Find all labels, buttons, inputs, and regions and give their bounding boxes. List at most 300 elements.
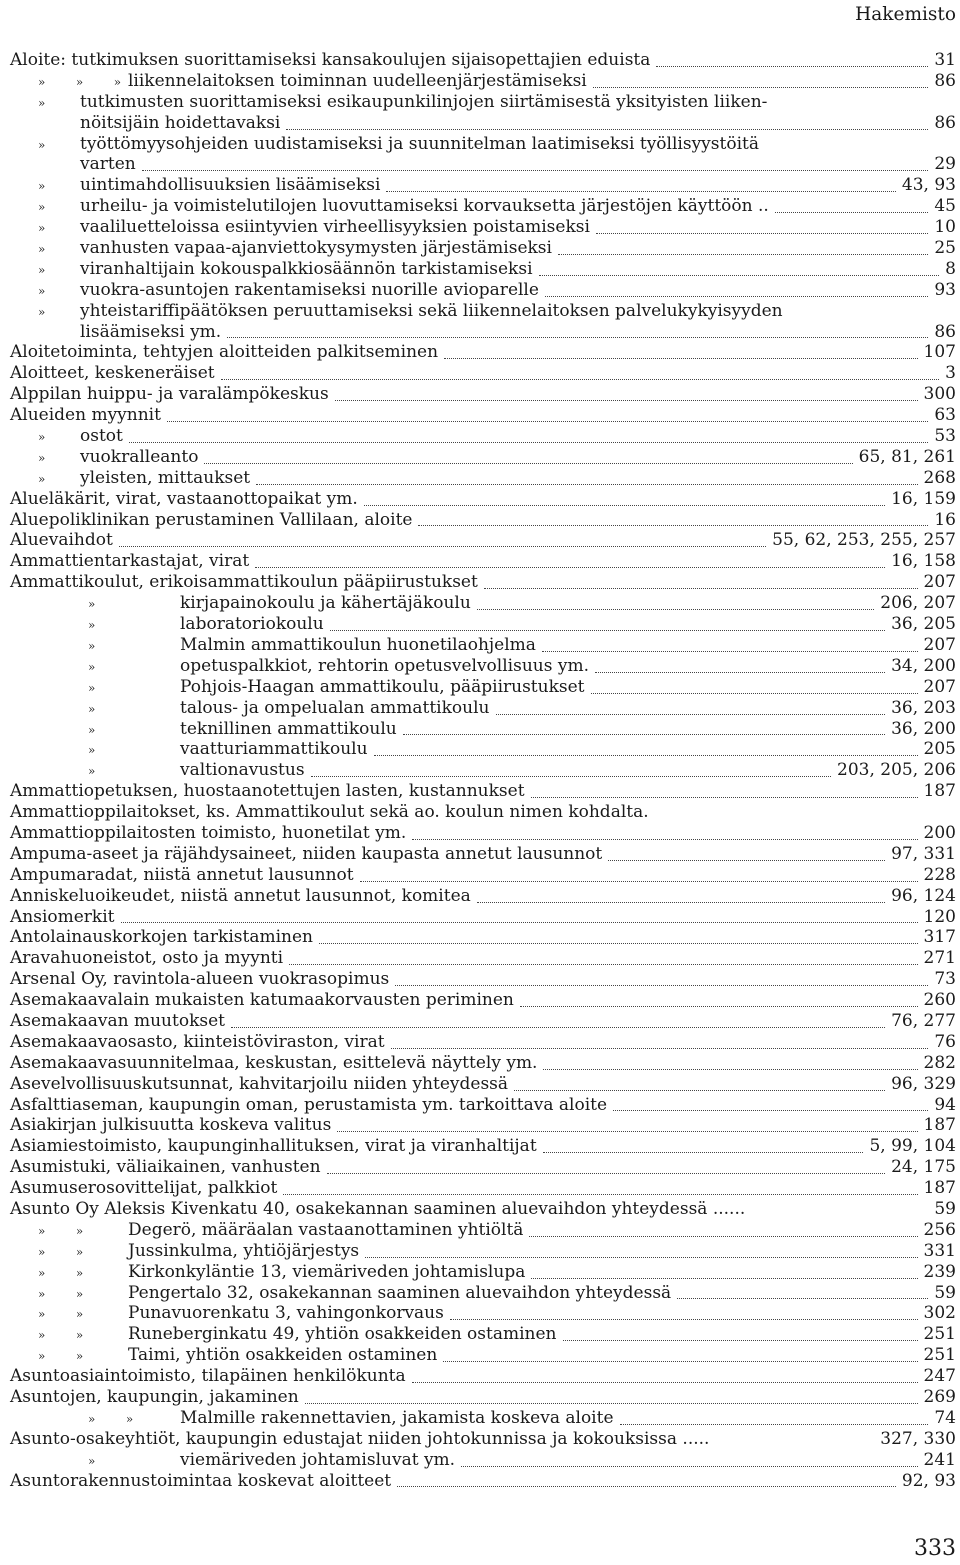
entry-label: [10, 1241, 359, 1261]
entry-text: varten: [80, 154, 136, 175]
index-entry: [0, 1074, 960, 1095]
entry-pages: 36, 205: [891, 614, 956, 635]
entry-pages: 53: [934, 426, 956, 447]
entry-text: Ampumaradat, niistä annetut lausunnot: [10, 864, 354, 885]
index-entry: [0, 1032, 960, 1053]
entry-text: Asemakaavan muutokset: [10, 1010, 225, 1031]
entry-label: [10, 865, 354, 885]
dot-leader: [119, 546, 766, 547]
entry-label: [10, 280, 539, 300]
entry-text: Aloite: tutkimuksen suorittamiseksi kansakoulujen sijaisopettajien eduista: [10, 50, 651, 70]
entry-label: [10, 698, 490, 718]
index-entry: [0, 1303, 960, 1324]
index-entry: [0, 322, 960, 343]
entry-label: [10, 760, 305, 780]
index-entry: [0, 1115, 960, 1136]
entry-label: [10, 196, 769, 216]
dot-leader: [477, 609, 874, 610]
entry-text: Aluepoliklinikan perustaminen Vallilaan, aloite: [10, 509, 413, 530]
index-entry: [0, 802, 960, 823]
dot-leader: [330, 630, 885, 631]
entry-text: opetuspalkkiot, rehtorin opetusvelvollisuus ym.: [180, 655, 589, 676]
index-entry: [0, 1178, 960, 1199]
index-entry: [0, 1011, 960, 1032]
index-entry: [0, 259, 960, 280]
dot-leader: [595, 672, 885, 673]
entry-text: Ammattiopetuksen, huostaanotettujen lasten, kustannukset: [10, 781, 525, 802]
ditto-mark: » »: [38, 1223, 84, 1238]
index-entry: [0, 238, 960, 259]
entry-pages: 8: [945, 258, 956, 279]
dot-leader: [542, 651, 918, 652]
index-entry: [0, 969, 960, 990]
entry-pages: 187: [923, 781, 956, 802]
entry-pages: 327, 330: [880, 1428, 956, 1449]
entry-label: [10, 1220, 523, 1240]
index-entry: [0, 1095, 960, 1116]
entry-label: [10, 1262, 525, 1282]
entry-text: Asiakirjan julkisuutta koskeva valitus: [10, 1115, 332, 1136]
entry-text: Pohjois-Haagan ammattikoulu, pääpiirustukset: [180, 676, 585, 697]
entry-pages: 300: [923, 384, 956, 405]
dot-leader: [337, 1131, 917, 1132]
index-entry: [0, 823, 960, 844]
index-entry: [0, 990, 960, 1011]
entry-pages: 74: [934, 1407, 956, 1428]
entry-pages: 251: [923, 1345, 956, 1366]
entry-text: teknillinen ammattikoulu: [180, 718, 397, 739]
entry-label: [10, 71, 587, 91]
entry-text: vaatturiammattikoulu: [180, 739, 368, 760]
dot-leader: [256, 484, 917, 485]
entry-text: vuokra-asuntojen rakentamiseksi nuorille avioparelle: [80, 279, 539, 300]
index-entry: [0, 426, 960, 447]
entry-text: Ammattioppilaitosten toimisto, huonetilat ym.: [10, 822, 407, 843]
index-entry: [0, 113, 960, 134]
dot-leader: [412, 1382, 918, 1383]
ditto-mark: » » »: [38, 74, 122, 89]
index-entry: [0, 1053, 960, 1074]
index-entry: [0, 175, 960, 196]
index-entry: [0, 50, 960, 71]
index-entry: [0, 154, 960, 175]
ditto-mark: » »: [38, 1307, 84, 1322]
entry-pages: 63: [934, 405, 956, 426]
ditto-mark: »: [88, 764, 96, 779]
entry-text: Ammattikoulut, erikoisammattikoulun pääpiirustukset: [10, 572, 478, 593]
entry-label: [10, 217, 590, 237]
ditto-mark: »: [38, 262, 46, 277]
ditto-mark: »: [88, 680, 96, 695]
dot-leader: [531, 797, 918, 798]
entry-pages: 16, 158: [891, 551, 956, 572]
entry-text: työttömyysohjeiden uudistamiseksi ja suunnitelman laatimiseksi työllisyystöitä: [80, 133, 759, 154]
index-entry: [0, 280, 960, 301]
dot-leader: [444, 358, 918, 359]
index-entry: [0, 217, 960, 238]
entry-label: [10, 405, 161, 425]
dot-leader: [231, 1027, 885, 1028]
entry-text: nöitsijäin hoidettavaksi: [80, 112, 281, 133]
entry-label: [10, 635, 536, 655]
entry-pages: 76: [934, 1031, 956, 1052]
entry-pages: 36, 200: [891, 718, 956, 739]
entry-text: yhteistariffipäätöksen peruuttamiseksi sekä liikennelaitoksen palvelukykyisyyden: [80, 300, 783, 321]
index-entry: [0, 71, 960, 92]
entry-pages: 268: [923, 467, 956, 488]
index-entry: [0, 1408, 960, 1429]
entry-label: [10, 1387, 299, 1407]
entry-text: Malmin ammattikoulun huonetilaohjelma: [180, 634, 536, 655]
entry-pages: 36, 203: [891, 697, 956, 718]
index-entry: [0, 363, 960, 384]
dot-leader: [289, 964, 917, 965]
dot-leader: [403, 734, 885, 735]
dot-leader: [129, 442, 929, 443]
ditto-mark: »: [88, 659, 96, 674]
index-entry: [0, 405, 960, 426]
dot-leader: [520, 1006, 918, 1007]
entry-pages: 24, 175: [891, 1157, 956, 1178]
entry-text: Antolainauskorkojen tarkistaminen: [10, 927, 313, 948]
entry-label: [10, 1366, 406, 1386]
entry-pages: 260: [923, 990, 956, 1011]
entry-text: talous- ja ompelualan ammattikoulu: [180, 697, 490, 718]
entry-text: Asuntojen, kaupungin, jakaminen: [10, 1387, 299, 1407]
dot-leader: [386, 191, 896, 192]
entry-pages: 207: [923, 676, 956, 697]
dot-leader: [283, 1194, 917, 1195]
entry-label: [10, 1471, 391, 1491]
entry-label: [10, 844, 602, 864]
entry-label: [10, 238, 552, 258]
entry-pages: 3: [945, 363, 956, 384]
dot-leader: [335, 400, 918, 401]
entry-text: Aluevaihdot: [10, 530, 113, 551]
entry-text: viemäriveden johtamisluvat ym.: [180, 1449, 456, 1470]
entry-label: [80, 154, 136, 174]
entry-text: lisäämiseksi ym.: [80, 321, 222, 342]
entry-text: Taimi, yhtiön osakkeiden ostaminen: [128, 1345, 438, 1366]
index-entry: [0, 907, 960, 928]
entry-pages: 86: [934, 112, 956, 133]
entry-text: kirjapainokoulu ja kähertäjäkoulu: [180, 593, 471, 614]
index-entry: [0, 1136, 960, 1157]
entry-pages: 31: [934, 50, 956, 70]
index-entry: [0, 1366, 960, 1387]
dot-leader: [142, 170, 929, 171]
entry-text: Ammattientarkastajat, virat: [10, 551, 250, 572]
index-entry: [0, 447, 960, 468]
entry-text: Ampuma-aseet ja räjähdysaineet, niiden kaupasta annetut lausunnot: [10, 843, 603, 864]
index-list: [0, 50, 960, 1491]
dot-leader: [608, 860, 885, 861]
entry-label: [10, 719, 397, 739]
entry-pages: 96, 124: [891, 885, 956, 906]
entry-text: Jussinkulma, yhtiöjärjestys: [128, 1240, 360, 1261]
entry-label: [10, 969, 389, 989]
dot-leader: [311, 776, 831, 777]
ditto-mark: » »: [88, 1411, 134, 1426]
index-entry: [0, 719, 960, 740]
entry-label: [10, 1303, 444, 1323]
ditto-mark: » »: [38, 1265, 84, 1280]
entry-text: Asemakaavalain mukaisten katumaakorvausten periminen: [10, 990, 514, 1011]
entry-pages: 86: [934, 70, 956, 91]
entry-label: [10, 1450, 455, 1470]
ditto-mark: »: [38, 450, 46, 465]
entry-text: Asevelvollisuuskutsunnat, kahvitarjoilu niiden yhteydessä: [10, 1073, 509, 1094]
entry-pages: 107: [923, 342, 956, 363]
dot-leader: [775, 212, 929, 213]
index-entry: [0, 342, 960, 363]
entry-label: [10, 1074, 508, 1094]
ditto-mark: »: [38, 221, 46, 236]
index-entry: [0, 927, 960, 948]
ditto-mark: »: [38, 179, 46, 194]
index-entry: [0, 844, 960, 865]
entry-label: [10, 301, 783, 321]
entry-text: Asuntorakennustoimintaa koskevat aloitteet: [10, 1470, 392, 1491]
entry-label: [10, 468, 250, 488]
index-entry: [0, 886, 960, 907]
entry-text: Pengertalo 32, osakekannan saaminen aluevaihdon yhteydessä: [128, 1282, 672, 1303]
entry-text: vaaliluetteloissa esiintyvien virheellisyyksien poistamiseksi: [80, 217, 590, 238]
entry-text: Asunto Oy Aleksis Kivenkatu 40, osakekannan saaminen aluevaihdon yhteydessä ......: [10, 1198, 746, 1219]
entry-label: [10, 342, 438, 362]
entry-pages: 65, 81, 261: [858, 446, 956, 467]
entry-label: [10, 134, 759, 154]
entry-label: [10, 551, 249, 571]
entry-pages: 207: [923, 634, 956, 655]
entry-text: Asfalttiaseman, kaupungin oman, perustamista ym. tarkoittava aloite: [10, 1094, 608, 1115]
entry-text: Aloitteet, keskeneräiset: [10, 363, 215, 384]
entry-label: [10, 1178, 277, 1198]
entry-pages: 187: [923, 1115, 956, 1136]
index-entry: [0, 1450, 960, 1471]
entry-pages: 247: [923, 1366, 956, 1387]
entry-text: Ammattioppilaitokset, ks. Ammattikoulut sekä ao. koulun nimen kohdalta.: [10, 802, 649, 823]
index-entry: [0, 1241, 960, 1262]
ditto-mark: »: [88, 722, 96, 737]
ditto-mark: »: [88, 638, 96, 653]
dot-leader: [613, 1110, 928, 1111]
entry-text: urheilu- ja voimistelutilojen luovuttamiseksi korvauksetta järjestöjen käyttöön ..: [80, 196, 769, 217]
entry-text: Asemakaavaosasto, kiinteistöviraston, virat: [10, 1031, 385, 1052]
dot-leader: [558, 254, 928, 255]
entry-pages: 5, 99, 104: [869, 1136, 956, 1157]
ditto-mark: » »: [38, 1286, 84, 1301]
entry-pages: 205: [923, 739, 956, 760]
index-entry: [0, 530, 960, 551]
entry-label: [80, 322, 221, 342]
dot-leader: [365, 1257, 917, 1258]
ditto-mark: »: [38, 137, 46, 152]
entry-pages: 207: [923, 572, 956, 593]
entry-text: Kirkonkyläntie 13, viemäriveden johtamislupa: [128, 1261, 526, 1282]
index-entry: [0, 656, 960, 677]
dot-leader: [484, 588, 918, 589]
entry-pages: 302: [923, 1303, 956, 1324]
entry-label: [10, 1157, 321, 1177]
dot-leader: [529, 1236, 917, 1237]
entry-pages: 241: [923, 1449, 956, 1470]
dot-leader: [364, 505, 885, 506]
ditto-mark: »: [88, 743, 96, 758]
entry-text: Asunto-osakeyhtiöt, kaupungin edustajat niiden johtokunnissa ja kokouksissa .....: [10, 1428, 710, 1449]
entry-label: [10, 1136, 537, 1156]
ditto-mark: »: [38, 283, 46, 298]
entry-text: laboratoriokoulu: [180, 614, 324, 635]
entry-pages: 200: [923, 822, 956, 843]
index-entry: [0, 489, 960, 510]
entry-label: [10, 656, 589, 676]
entry-label: [10, 886, 471, 906]
entry-text: Aravahuoneistot, osto ja myynti: [10, 948, 284, 969]
entry-text: viranhaltijain kokouspalkkiosäännön tarkistamiseksi: [80, 258, 533, 279]
ditto-mark: »: [38, 304, 46, 319]
entry-label: [10, 530, 113, 550]
ditto-mark: »: [88, 701, 96, 716]
entry-text: Runeberginkatu 49, yhtiön osakkeiden ostaminen: [128, 1324, 557, 1345]
entry-pages: 93: [934, 279, 956, 300]
index-entry: [0, 635, 960, 656]
entry-text: Ansiomerkit: [10, 906, 115, 927]
entry-label: [10, 1199, 745, 1219]
entry-label: [10, 1408, 614, 1428]
dot-leader: [418, 525, 928, 526]
entry-text: Asumuserosovittelijat, palkkiot: [10, 1178, 278, 1199]
entry-pages: 92, 93: [901, 1470, 956, 1491]
index-entry: [0, 551, 960, 572]
entry-pages: 96, 329: [891, 1073, 956, 1094]
entry-label: [10, 259, 533, 279]
dot-leader: [443, 1361, 917, 1362]
ditto-mark: »: [38, 471, 46, 486]
entry-pages: 282: [923, 1052, 956, 1073]
entry-label: [10, 1053, 537, 1073]
entry-label: [10, 1095, 607, 1115]
entry-label: [10, 802, 649, 822]
ditto-mark: » »: [38, 1244, 84, 1259]
entry-label: [10, 677, 585, 697]
ditto-mark: »: [38, 95, 46, 110]
entry-pages: 16: [934, 509, 956, 530]
entry-text: Asumistuki, väliaikainen, vanhusten: [10, 1157, 321, 1178]
entry-label: [10, 739, 368, 759]
entry-pages: 251: [923, 1324, 956, 1345]
ditto-mark: »: [88, 597, 96, 612]
entry-text: tutkimusten suorittamiseksi esikaupunkilinjojen siirtämisestä yksityisten liiken-: [80, 91, 768, 112]
entry-text: ostot: [80, 426, 123, 447]
index-entry: [0, 739, 960, 760]
index-entry: [0, 134, 960, 155]
entry-label: [10, 50, 650, 70]
index-entry: [0, 593, 960, 614]
index-entry: [0, 1283, 960, 1304]
index-entry: [0, 1199, 960, 1220]
entry-pages: 76, 277: [891, 1010, 956, 1031]
dot-leader: [539, 275, 940, 276]
entry-pages: 206, 207: [880, 593, 956, 614]
page-number: 333: [914, 1536, 956, 1561]
entry-pages: 34, 200: [891, 655, 956, 676]
entry-label: [10, 447, 198, 467]
entry-text: Punavuorenkatu 3, vahingonkorvaus: [128, 1303, 444, 1324]
dot-leader: [305, 1403, 918, 1404]
index-entry: [0, 1324, 960, 1345]
dot-leader: [545, 296, 928, 297]
dot-leader: [360, 881, 918, 882]
entry-pages: 203, 205, 206: [837, 760, 956, 781]
entry-pages: 331: [923, 1240, 956, 1261]
index-entry: [0, 1220, 960, 1241]
entry-pages: 256: [923, 1219, 956, 1240]
dot-leader: [677, 1298, 928, 1299]
dot-leader: [543, 1069, 917, 1070]
entry-pages: 269: [923, 1387, 956, 1407]
entry-pages: 29: [934, 154, 956, 175]
dot-leader: [397, 1486, 896, 1487]
entry-label: [10, 927, 313, 947]
index-entry: [0, 196, 960, 217]
dot-leader: [591, 693, 918, 694]
dot-leader: [514, 1090, 885, 1091]
entry-pages: 271: [923, 948, 956, 969]
entry-label: [10, 572, 478, 592]
dot-leader: [450, 1319, 918, 1320]
dot-leader: [596, 233, 928, 234]
dot-leader: [391, 1048, 929, 1049]
entry-label: [10, 1032, 385, 1052]
ditto-mark: »: [88, 1453, 96, 1468]
index-entry: [0, 301, 960, 322]
entry-label: [10, 593, 471, 613]
entry-text: Degerö, määräalan vastaanottaminen yhtiöltä: [128, 1219, 524, 1240]
dot-leader: [204, 463, 852, 464]
entry-text: Alueläkärit, virat, vastaanottopaikat ym.: [10, 488, 358, 509]
entry-text: Asiamiestoimisto, kaupunginhallituksen, virat ja viranhaltijat: [10, 1136, 537, 1157]
entry-pages: 94: [934, 1094, 956, 1115]
entry-text: Alueiden myynnit: [10, 405, 161, 426]
ditto-mark: »: [38, 430, 46, 445]
dot-leader: [461, 1466, 917, 1467]
dot-leader: [496, 714, 886, 715]
entry-pages: 187: [923, 1178, 956, 1199]
index-entry: [0, 948, 960, 969]
dot-leader: [255, 567, 885, 568]
entry-label: [10, 1429, 709, 1449]
entry-text: Alppilan huippu- ja varalämpökeskus: [10, 384, 329, 405]
entry-text: Malmille rakennettavien, jakamista koskeva aloite: [180, 1407, 614, 1428]
dot-leader: [167, 421, 928, 422]
entry-label: [10, 510, 412, 530]
entry-text: uintimahdollisuuksien lisäämiseksi: [80, 175, 381, 196]
entry-pages: 25: [934, 238, 956, 259]
entry-text: vanhusten vapaa-ajanviettokysymysten järjestämiseksi: [80, 238, 552, 259]
entry-pages: 239: [923, 1261, 956, 1282]
dot-leader: [412, 839, 917, 840]
entry-pages: 55, 62, 253, 255, 257: [772, 530, 956, 551]
dot-leader: [121, 922, 918, 923]
entry-label: [80, 113, 280, 133]
entry-pages: 86: [934, 321, 956, 342]
dot-leader: [477, 902, 885, 903]
index-entry: [0, 1345, 960, 1366]
entry-label: [10, 1283, 671, 1303]
dot-leader: [531, 1278, 917, 1279]
dot-leader: [656, 66, 928, 67]
